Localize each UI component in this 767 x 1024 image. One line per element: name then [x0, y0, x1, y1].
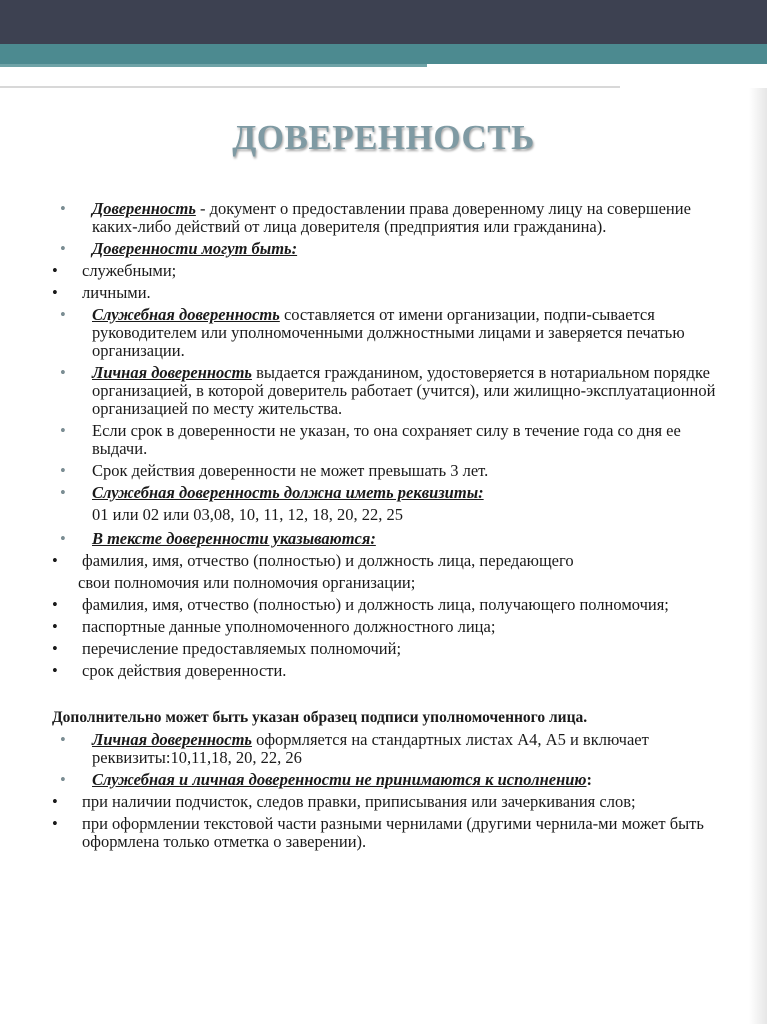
document-body — [52, 200, 732, 855]
bullet-icon: • — [52, 617, 58, 636]
bullet-icon: • — [52, 283, 58, 302]
bullet-icon: • — [52, 639, 58, 658]
list-item: • при наличии подчисток, следов правки, приписывания или зачеркивания слов; — [52, 792, 636, 811]
list-item-continuation: свои полномочия или полномочия организации; — [78, 573, 416, 592]
header-teal-band — [0, 44, 767, 64]
bullet-icon: • — [60, 770, 66, 789]
bullet-icon: • — [60, 239, 66, 258]
list-item: • Доверенности могут быть: — [60, 239, 298, 258]
list-item: • Личная доверенность оформляется на стандартных листах А4, А5 и включает реквизиты:10,11,18, 20, 22, 26 — [60, 730, 649, 767]
list-item: • Если срок в доверенности не указан, то она сохраняет силу в течение года со дня ее выдачи. — [60, 421, 681, 458]
page-edge-shadow — [749, 88, 767, 1024]
bullet-icon: • — [60, 529, 66, 548]
header-line-gap — [427, 64, 767, 67]
header-divider — [0, 86, 620, 88]
bullet-icon: • — [52, 661, 58, 680]
bullet-icon: • — [52, 814, 58, 833]
list-item: • перечисление предоставляемых полномочий; — [52, 639, 402, 658]
list-item: • Служебная доверенность должна иметь реквизиты: — [60, 483, 484, 502]
list-item: • при оформлении текстовой части разными чернилами (другими чернила-ми может быть оформлена только отметка о заверении). — [52, 814, 704, 851]
bullet-icon: • — [60, 363, 66, 382]
list-item: • служебными; — [52, 261, 177, 280]
list-item: • Доверенность - документ о предоставлении права доверенному лицу на совершение каких-либо действий от лица доверителя (предприятия или гражданина). — [60, 199, 691, 236]
bullet-icon: • — [60, 199, 66, 218]
bullet-icon: • — [60, 461, 66, 480]
page-title: ДОВЕРЕННОСТЬ — [232, 118, 535, 157]
additional-note: Дополнительно может быть указан образец подписи уполномоченного лица. — [52, 709, 588, 726]
list-item: • В тексте доверенности указываются: — [60, 529, 376, 548]
list-item: • паспортные данные уполномоченного должностного лица; — [52, 617, 496, 636]
bullet-icon: • — [52, 551, 58, 570]
requisites-line: 01 или 02 или 03,08, 10, 11, 12, 18, 20, 22, 25 — [92, 505, 404, 524]
list-item: • Срок действия доверенности не может превышать 3 лет. — [60, 461, 489, 480]
bullet-icon: • — [52, 261, 58, 280]
bullet-icon: • — [52, 792, 58, 811]
bullet-icon: • — [60, 305, 66, 324]
header-dark-band — [0, 0, 767, 44]
list-item: • Личная доверенность выдается гражданином, удостоверяется в нотариальном порядке организацией, в которой доверитель работает (учится), или жилищно-эксплуатационной организацией по месту жительства. — [60, 363, 716, 418]
bullet-icon: • — [60, 730, 66, 749]
bullet-icon: • — [60, 483, 66, 502]
bullet-icon: • — [60, 421, 66, 440]
list-item: • срок действия доверенности. — [52, 661, 287, 680]
bullet-icon: • — [52, 595, 58, 614]
list-item: • Служебная доверенность составляется от имени организации, подпи-сывается руководителем или уполномоченными должностными лицами и заверяется печатью организации. — [60, 305, 685, 360]
list-item: • личными. — [52, 283, 151, 302]
list-item: • Служебная и личная доверенности не принимаются к исполнению: — [60, 770, 592, 789]
list-item: • фамилия, имя, отчество (полностью) и должность лица, получающего полномочия; — [52, 595, 669, 614]
list-item: • фамилия, имя, отчество (полностью) и должность лица, передающего — [52, 551, 574, 570]
